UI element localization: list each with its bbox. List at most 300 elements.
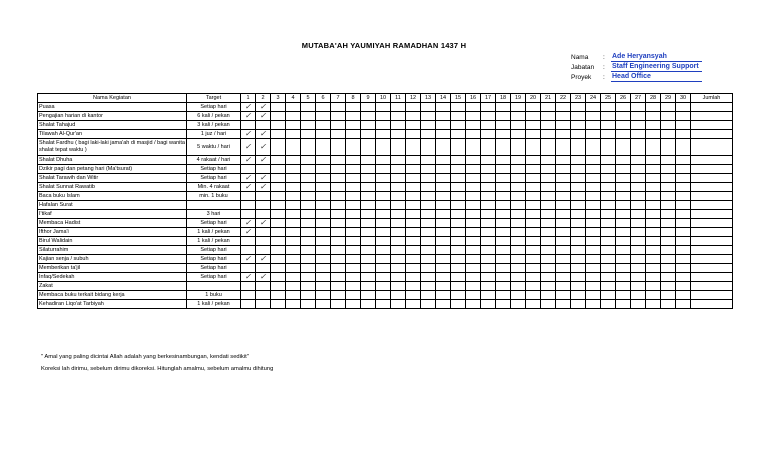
day-cell[interactable] <box>271 103 286 112</box>
day-cell[interactable] <box>466 139 481 156</box>
day-cell[interactable] <box>481 192 496 201</box>
day-cell[interactable] <box>541 282 556 291</box>
day-cell[interactable] <box>676 291 691 300</box>
day-cell[interactable] <box>256 121 271 130</box>
day-cell[interactable] <box>286 139 301 156</box>
day-cell[interactable] <box>451 219 466 228</box>
day-cell[interactable] <box>346 165 361 174</box>
day-cell[interactable] <box>391 139 406 156</box>
day-cell[interactable] <box>316 130 331 139</box>
day-cell[interactable] <box>256 273 271 282</box>
day-cell[interactable] <box>316 228 331 237</box>
day-cell[interactable] <box>601 174 616 183</box>
day-cell[interactable] <box>541 300 556 309</box>
day-cell[interactable] <box>496 112 511 121</box>
day-cell[interactable] <box>556 112 571 121</box>
day-cell[interactable] <box>541 237 556 246</box>
day-cell[interactable] <box>406 246 421 255</box>
day-cell[interactable] <box>271 291 286 300</box>
total-cell[interactable] <box>691 201 733 210</box>
day-cell[interactable] <box>451 121 466 130</box>
day-cell[interactable] <box>511 112 526 121</box>
day-cell[interactable] <box>541 210 556 219</box>
day-cell[interactable] <box>361 291 376 300</box>
day-cell[interactable] <box>661 246 676 255</box>
day-cell[interactable] <box>451 273 466 282</box>
total-cell[interactable] <box>691 237 733 246</box>
day-cell[interactable] <box>541 156 556 165</box>
day-cell[interactable] <box>436 156 451 165</box>
day-cell[interactable] <box>256 300 271 309</box>
day-cell[interactable] <box>286 201 301 210</box>
day-cell[interactable] <box>556 201 571 210</box>
day-cell[interactable] <box>316 237 331 246</box>
day-cell[interactable] <box>526 255 541 264</box>
day-cell[interactable] <box>496 255 511 264</box>
day-cell[interactable] <box>436 112 451 121</box>
day-cell[interactable] <box>376 219 391 228</box>
day-cell[interactable] <box>646 219 661 228</box>
day-cell[interactable] <box>451 139 466 156</box>
day-cell[interactable] <box>571 255 586 264</box>
day-cell[interactable] <box>676 156 691 165</box>
day-cell[interactable] <box>631 112 646 121</box>
day-cell[interactable] <box>256 219 271 228</box>
day-cell[interactable] <box>496 103 511 112</box>
total-cell[interactable] <box>691 183 733 192</box>
day-cell[interactable] <box>286 183 301 192</box>
day-cell[interactable] <box>406 156 421 165</box>
day-cell[interactable] <box>331 165 346 174</box>
day-cell[interactable] <box>421 183 436 192</box>
day-cell[interactable] <box>481 210 496 219</box>
day-cell[interactable] <box>451 183 466 192</box>
day-cell[interactable] <box>676 201 691 210</box>
day-cell[interactable] <box>646 139 661 156</box>
day-cell[interactable] <box>616 139 631 156</box>
day-cell[interactable] <box>511 174 526 183</box>
day-cell[interactable] <box>556 165 571 174</box>
day-cell[interactable] <box>661 300 676 309</box>
day-cell[interactable] <box>571 103 586 112</box>
day-cell[interactable] <box>391 264 406 273</box>
total-cell[interactable] <box>691 192 733 201</box>
day-cell[interactable] <box>496 219 511 228</box>
day-cell[interactable] <box>481 282 496 291</box>
day-cell[interactable] <box>271 130 286 139</box>
day-cell[interactable] <box>661 192 676 201</box>
day-cell[interactable] <box>376 165 391 174</box>
day-cell[interactable] <box>421 273 436 282</box>
day-cell[interactable] <box>511 291 526 300</box>
day-cell[interactable] <box>376 237 391 246</box>
day-cell[interactable] <box>586 174 601 183</box>
day-cell[interactable] <box>361 255 376 264</box>
day-cell[interactable] <box>271 183 286 192</box>
day-cell[interactable] <box>601 210 616 219</box>
day-cell[interactable] <box>361 174 376 183</box>
day-cell[interactable] <box>391 273 406 282</box>
day-cell[interactable] <box>406 183 421 192</box>
day-cell[interactable] <box>556 291 571 300</box>
day-cell[interactable] <box>406 291 421 300</box>
day-cell[interactable] <box>571 201 586 210</box>
day-cell[interactable] <box>241 237 256 246</box>
day-cell[interactable] <box>376 210 391 219</box>
day-cell[interactable] <box>646 201 661 210</box>
day-cell[interactable] <box>556 219 571 228</box>
day-cell[interactable] <box>361 219 376 228</box>
day-cell[interactable] <box>556 246 571 255</box>
day-cell[interactable] <box>316 210 331 219</box>
day-cell[interactable] <box>421 156 436 165</box>
day-cell[interactable] <box>586 273 601 282</box>
day-cell[interactable] <box>631 264 646 273</box>
day-cell[interactable] <box>376 228 391 237</box>
day-cell[interactable] <box>316 219 331 228</box>
day-cell[interactable] <box>331 130 346 139</box>
day-cell[interactable] <box>376 103 391 112</box>
day-cell[interactable] <box>436 174 451 183</box>
day-cell[interactable] <box>361 103 376 112</box>
day-cell[interactable] <box>481 219 496 228</box>
day-cell[interactable] <box>421 103 436 112</box>
day-cell[interactable] <box>646 156 661 165</box>
day-cell[interactable] <box>496 228 511 237</box>
day-cell[interactable] <box>496 282 511 291</box>
day-cell[interactable] <box>361 112 376 121</box>
day-cell[interactable] <box>511 273 526 282</box>
day-cell[interactable] <box>466 273 481 282</box>
day-cell[interactable] <box>271 246 286 255</box>
day-cell[interactable] <box>346 264 361 273</box>
day-cell[interactable] <box>406 130 421 139</box>
day-cell[interactable] <box>241 130 256 139</box>
day-cell[interactable] <box>646 300 661 309</box>
day-cell[interactable] <box>586 103 601 112</box>
day-cell[interactable] <box>676 219 691 228</box>
day-cell[interactable] <box>571 192 586 201</box>
day-cell[interactable] <box>586 130 601 139</box>
total-cell[interactable] <box>691 130 733 139</box>
day-cell[interactable] <box>601 112 616 121</box>
day-cell[interactable] <box>631 291 646 300</box>
day-cell[interactable] <box>481 112 496 121</box>
day-cell[interactable] <box>481 264 496 273</box>
day-cell[interactable] <box>436 183 451 192</box>
day-cell[interactable] <box>346 139 361 156</box>
day-cell[interactable] <box>286 219 301 228</box>
day-cell[interactable] <box>451 174 466 183</box>
project-value[interactable]: Head Office <box>611 72 702 82</box>
day-cell[interactable] <box>676 273 691 282</box>
day-cell[interactable] <box>256 130 271 139</box>
day-cell[interactable] <box>481 291 496 300</box>
day-cell[interactable] <box>256 156 271 165</box>
day-cell[interactable] <box>361 183 376 192</box>
day-cell[interactable] <box>391 246 406 255</box>
day-cell[interactable] <box>286 130 301 139</box>
day-cell[interactable] <box>511 183 526 192</box>
day-cell[interactable] <box>451 130 466 139</box>
day-cell[interactable] <box>496 246 511 255</box>
day-cell[interactable] <box>646 228 661 237</box>
day-cell[interactable] <box>301 237 316 246</box>
day-cell[interactable] <box>451 237 466 246</box>
day-cell[interactable] <box>316 165 331 174</box>
day-cell[interactable] <box>436 264 451 273</box>
day-cell[interactable] <box>346 300 361 309</box>
day-cell[interactable] <box>451 255 466 264</box>
day-cell[interactable] <box>301 210 316 219</box>
day-cell[interactable] <box>331 282 346 291</box>
day-cell[interactable] <box>286 165 301 174</box>
day-cell[interactable] <box>556 300 571 309</box>
day-cell[interactable] <box>406 228 421 237</box>
day-cell[interactable] <box>676 264 691 273</box>
day-cell[interactable] <box>361 228 376 237</box>
day-cell[interactable] <box>391 228 406 237</box>
day-cell[interactable] <box>631 121 646 130</box>
day-cell[interactable] <box>346 237 361 246</box>
day-cell[interactable] <box>541 174 556 183</box>
day-cell[interactable] <box>361 273 376 282</box>
day-cell[interactable] <box>451 228 466 237</box>
total-cell[interactable] <box>691 121 733 130</box>
day-cell[interactable] <box>661 103 676 112</box>
day-cell[interactable] <box>526 183 541 192</box>
day-cell[interactable] <box>241 282 256 291</box>
day-cell[interactable] <box>406 264 421 273</box>
day-cell[interactable] <box>646 282 661 291</box>
day-cell[interactable] <box>391 300 406 309</box>
day-cell[interactable] <box>601 282 616 291</box>
day-cell[interactable] <box>481 130 496 139</box>
day-cell[interactable] <box>346 201 361 210</box>
day-cell[interactable] <box>406 255 421 264</box>
day-cell[interactable] <box>256 103 271 112</box>
day-cell[interactable] <box>286 255 301 264</box>
day-cell[interactable] <box>301 273 316 282</box>
day-cell[interactable] <box>586 183 601 192</box>
day-cell[interactable] <box>541 228 556 237</box>
day-cell[interactable] <box>241 121 256 130</box>
day-cell[interactable] <box>241 165 256 174</box>
day-cell[interactable] <box>421 228 436 237</box>
day-cell[interactable] <box>586 246 601 255</box>
day-cell[interactable] <box>316 112 331 121</box>
day-cell[interactable] <box>436 192 451 201</box>
day-cell[interactable] <box>241 228 256 237</box>
day-cell[interactable] <box>496 291 511 300</box>
day-cell[interactable] <box>256 165 271 174</box>
day-cell[interactable] <box>481 237 496 246</box>
day-cell[interactable] <box>571 219 586 228</box>
day-cell[interactable] <box>481 139 496 156</box>
day-cell[interactable] <box>241 174 256 183</box>
day-cell[interactable] <box>661 174 676 183</box>
day-cell[interactable] <box>616 210 631 219</box>
day-cell[interactable] <box>556 264 571 273</box>
day-cell[interactable] <box>301 174 316 183</box>
day-cell[interactable] <box>301 282 316 291</box>
day-cell[interactable] <box>646 183 661 192</box>
day-cell[interactable] <box>526 219 541 228</box>
day-cell[interactable] <box>346 210 361 219</box>
day-cell[interactable] <box>556 255 571 264</box>
total-cell[interactable] <box>691 165 733 174</box>
day-cell[interactable] <box>316 291 331 300</box>
day-cell[interactable] <box>631 156 646 165</box>
day-cell[interactable] <box>286 192 301 201</box>
day-cell[interactable] <box>406 103 421 112</box>
day-cell[interactable] <box>271 300 286 309</box>
day-cell[interactable] <box>346 291 361 300</box>
day-cell[interactable] <box>571 139 586 156</box>
day-cell[interactable] <box>466 130 481 139</box>
day-cell[interactable] <box>676 228 691 237</box>
day-cell[interactable] <box>616 255 631 264</box>
day-cell[interactable] <box>586 282 601 291</box>
day-cell[interactable] <box>256 228 271 237</box>
day-cell[interactable] <box>376 183 391 192</box>
day-cell[interactable] <box>631 219 646 228</box>
day-cell[interactable] <box>661 112 676 121</box>
day-cell[interactable] <box>331 255 346 264</box>
day-cell[interactable] <box>616 165 631 174</box>
day-cell[interactable] <box>556 192 571 201</box>
day-cell[interactable] <box>436 201 451 210</box>
day-cell[interactable] <box>256 139 271 156</box>
day-cell[interactable] <box>511 121 526 130</box>
day-cell[interactable] <box>286 246 301 255</box>
day-cell[interactable] <box>391 210 406 219</box>
day-cell[interactable] <box>376 300 391 309</box>
day-cell[interactable] <box>376 264 391 273</box>
day-cell[interactable] <box>511 237 526 246</box>
day-cell[interactable] <box>331 210 346 219</box>
day-cell[interactable] <box>481 201 496 210</box>
day-cell[interactable] <box>331 246 346 255</box>
day-cell[interactable] <box>631 174 646 183</box>
day-cell[interactable] <box>541 112 556 121</box>
day-cell[interactable] <box>511 165 526 174</box>
day-cell[interactable] <box>541 103 556 112</box>
day-cell[interactable] <box>481 121 496 130</box>
day-cell[interactable] <box>631 210 646 219</box>
day-cell[interactable] <box>271 237 286 246</box>
day-cell[interactable] <box>526 273 541 282</box>
day-cell[interactable] <box>661 228 676 237</box>
day-cell[interactable] <box>361 237 376 246</box>
day-cell[interactable] <box>601 139 616 156</box>
day-cell[interactable] <box>241 192 256 201</box>
day-cell[interactable] <box>661 121 676 130</box>
day-cell[interactable] <box>541 130 556 139</box>
day-cell[interactable] <box>646 121 661 130</box>
day-cell[interactable] <box>496 192 511 201</box>
day-cell[interactable] <box>631 139 646 156</box>
day-cell[interactable] <box>346 174 361 183</box>
day-cell[interactable] <box>331 201 346 210</box>
day-cell[interactable] <box>466 300 481 309</box>
day-cell[interactable] <box>496 273 511 282</box>
day-cell[interactable] <box>676 192 691 201</box>
day-cell[interactable] <box>361 282 376 291</box>
day-cell[interactable] <box>286 282 301 291</box>
day-cell[interactable] <box>316 282 331 291</box>
day-cell[interactable] <box>541 139 556 156</box>
day-cell[interactable] <box>571 237 586 246</box>
day-cell[interactable] <box>256 112 271 121</box>
day-cell[interactable] <box>466 282 481 291</box>
day-cell[interactable] <box>661 237 676 246</box>
day-cell[interactable] <box>271 210 286 219</box>
day-cell[interactable] <box>286 300 301 309</box>
day-cell[interactable] <box>316 174 331 183</box>
day-cell[interactable] <box>631 130 646 139</box>
day-cell[interactable] <box>406 300 421 309</box>
day-cell[interactable] <box>301 121 316 130</box>
day-cell[interactable] <box>646 273 661 282</box>
day-cell[interactable] <box>436 139 451 156</box>
day-cell[interactable] <box>271 273 286 282</box>
day-cell[interactable] <box>241 112 256 121</box>
day-cell[interactable] <box>676 246 691 255</box>
day-cell[interactable] <box>616 192 631 201</box>
day-cell[interactable] <box>466 246 481 255</box>
day-cell[interactable] <box>526 237 541 246</box>
day-cell[interactable] <box>346 121 361 130</box>
day-cell[interactable] <box>526 228 541 237</box>
day-cell[interactable] <box>676 282 691 291</box>
day-cell[interactable] <box>421 192 436 201</box>
day-cell[interactable] <box>406 139 421 156</box>
day-cell[interactable] <box>436 130 451 139</box>
day-cell[interactable] <box>541 255 556 264</box>
day-cell[interactable] <box>616 174 631 183</box>
day-cell[interactable] <box>346 255 361 264</box>
total-cell[interactable] <box>691 210 733 219</box>
day-cell[interactable] <box>256 210 271 219</box>
day-cell[interactable] <box>466 165 481 174</box>
day-cell[interactable] <box>406 112 421 121</box>
day-cell[interactable] <box>601 121 616 130</box>
day-cell[interactable] <box>661 165 676 174</box>
day-cell[interactable] <box>421 264 436 273</box>
day-cell[interactable] <box>556 273 571 282</box>
day-cell[interactable] <box>481 255 496 264</box>
day-cell[interactable] <box>346 219 361 228</box>
day-cell[interactable] <box>481 300 496 309</box>
day-cell[interactable] <box>496 156 511 165</box>
day-cell[interactable] <box>316 246 331 255</box>
total-cell[interactable] <box>691 255 733 264</box>
day-cell[interactable] <box>496 165 511 174</box>
day-cell[interactable] <box>451 210 466 219</box>
day-cell[interactable] <box>271 156 286 165</box>
day-cell[interactable] <box>316 183 331 192</box>
day-cell[interactable] <box>631 192 646 201</box>
day-cell[interactable] <box>391 112 406 121</box>
day-cell[interactable] <box>241 255 256 264</box>
day-cell[interactable] <box>571 246 586 255</box>
day-cell[interactable] <box>481 246 496 255</box>
day-cell[interactable] <box>436 246 451 255</box>
day-cell[interactable] <box>661 264 676 273</box>
day-cell[interactable] <box>631 201 646 210</box>
day-cell[interactable] <box>406 165 421 174</box>
